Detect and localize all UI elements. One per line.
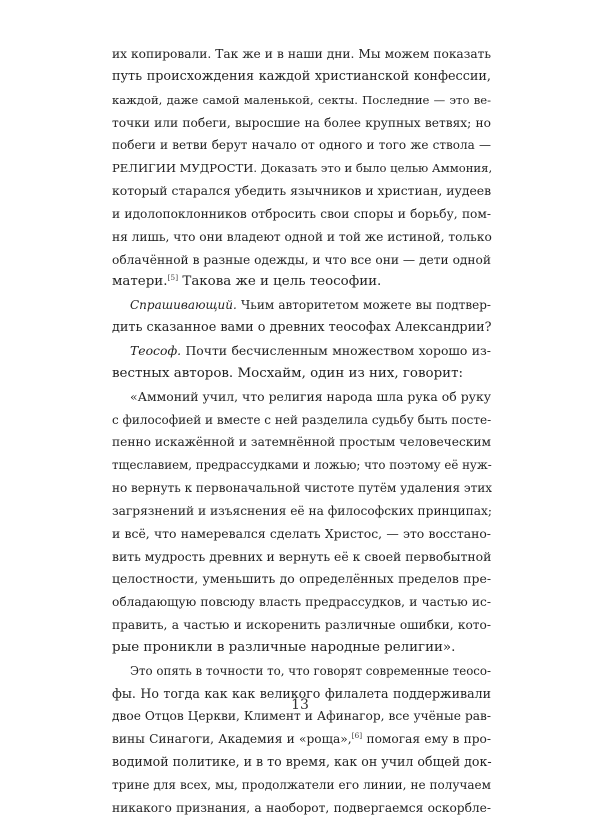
text-line [112, 134, 491, 157]
text-line [112, 660, 491, 683]
text-line [112, 43, 491, 66]
footnote-ref[interactable]: [6] [351, 731, 363, 741]
line-text: Почти бесчисленным множеством хорошо из- [181, 342, 491, 358]
line-text: рые проникли в различные народные религии». [112, 639, 456, 655]
line-text: Чьим авторитетом можете вы подтвер- [236, 298, 491, 313]
line-text: обладающую повсюду власть предрассудков, и частью ис- [112, 595, 491, 610]
text-line [112, 66, 491, 89]
text-line [112, 409, 491, 432]
line-text: вить мудрость древних и вернуть её к своей первобытной [112, 548, 492, 564]
text-line [112, 614, 491, 637]
line-text: и идолопоклонников отбросить свои споры и борьбу, пом- [112, 206, 491, 221]
line-text: путь происхождения каждой христианской конфессии, [112, 68, 491, 84]
text-line [112, 112, 491, 135]
text-line [112, 774, 491, 797]
text-line [112, 89, 491, 112]
text-line [112, 386, 491, 409]
text-line [112, 523, 491, 546]
line-text: трине для всех, мы, продолжатели его линии, не получаем [112, 778, 491, 792]
line-text: точки или побеги, выросшие на более крупных ветвях; но [112, 115, 491, 130]
text-line [112, 431, 491, 454]
text-line [112, 546, 491, 569]
line-text: их копировали. Так же и в наши дни. Мы можем показать [112, 47, 491, 61]
line-text: фы. Но тогда как как великого филалета поддерживали [112, 685, 491, 701]
line-text: но вернуть к первоначальной чистоте путём удаления этих [112, 481, 492, 496]
text-line [112, 180, 491, 203]
line-text: который старался убедить язычников и христиан, иудеев [112, 183, 492, 199]
text-line [112, 751, 491, 774]
text-line [112, 454, 491, 477]
line-text: РЕЛИГИИ МУДРОСТИ. Доказать это и было целью Аммония, [112, 161, 493, 176]
text-line [112, 797, 491, 820]
line-text: вины Синагоги, Академия и «роща», [112, 732, 352, 747]
line-text: никакого признания, а наоборот, подвергаемся оскорбле- [112, 800, 491, 815]
text-line [112, 271, 491, 294]
line-text: матери. [112, 274, 168, 290]
line-text: пенно искажённой и затемнённой простым человеческим [112, 435, 491, 450]
line-text: каждой, даже самой маленькой, секты. Последние — это ве- [112, 92, 491, 107]
speaker-label: Спрашивающий. [130, 298, 237, 313]
text-line [112, 477, 491, 500]
line-text: ня лишь, что они владеют одной и той же истиной, только [112, 229, 492, 244]
line-text: загрязнений и изъяснения её на философских принципах; [112, 503, 493, 518]
line-text: целостности, уменьшить до определённых пределов пре- [112, 571, 491, 587]
line-text: Такова же и цель теософии. [178, 274, 382, 290]
line-text: «Аммоний учил, что религия народа шла рука об руку [130, 388, 491, 404]
speaker-label: Теософ. [130, 342, 182, 358]
line-text: править, а частью и искоренить различные ошибки, кото- [112, 618, 491, 633]
footnote-ref[interactable]: [5] [167, 273, 179, 283]
line-text: двое Отцов Церкви, Климент и Афинагор, все учёные рав- [112, 709, 491, 724]
text-line [112, 317, 491, 340]
text-line [112, 294, 491, 317]
text-line [112, 568, 491, 591]
line-text: вестных авторов. Мосхайм, один из них, говорит: [112, 365, 464, 381]
text-line [112, 728, 491, 751]
line-text: и всё, что намеревался сделать Христос, — это восстано- [112, 525, 491, 541]
page-number: 13 [291, 697, 309, 713]
line-text: Это опять в точности то, что говорят современные теосо- [130, 663, 491, 678]
line-text: дить сказанное вами о древних теософах Александрии? [112, 320, 492, 336]
text-line [112, 637, 491, 660]
text-line [112, 203, 491, 226]
text-line [112, 591, 491, 614]
line-text: помогая ему в про- [362, 732, 491, 747]
text-line [112, 226, 491, 249]
text-line [112, 340, 491, 363]
text-line [112, 500, 491, 523]
line-text: с философией и вместе с ней разделила судьбу быть посте- [112, 412, 492, 427]
line-text: облачённой в разные одежды, и что все они — дети одной [112, 252, 491, 267]
line-text: побеги и ветви берут начало от одного и того же ствола — [112, 138, 491, 153]
text-line [112, 157, 491, 180]
text-line [112, 249, 491, 272]
line-text: водимой политике, и в то время, как он учил общей док- [112, 754, 492, 770]
text-line [112, 363, 491, 386]
line-text: тщеславием, предрассудками и ложью; что поэтому её нуж- [112, 458, 492, 473]
